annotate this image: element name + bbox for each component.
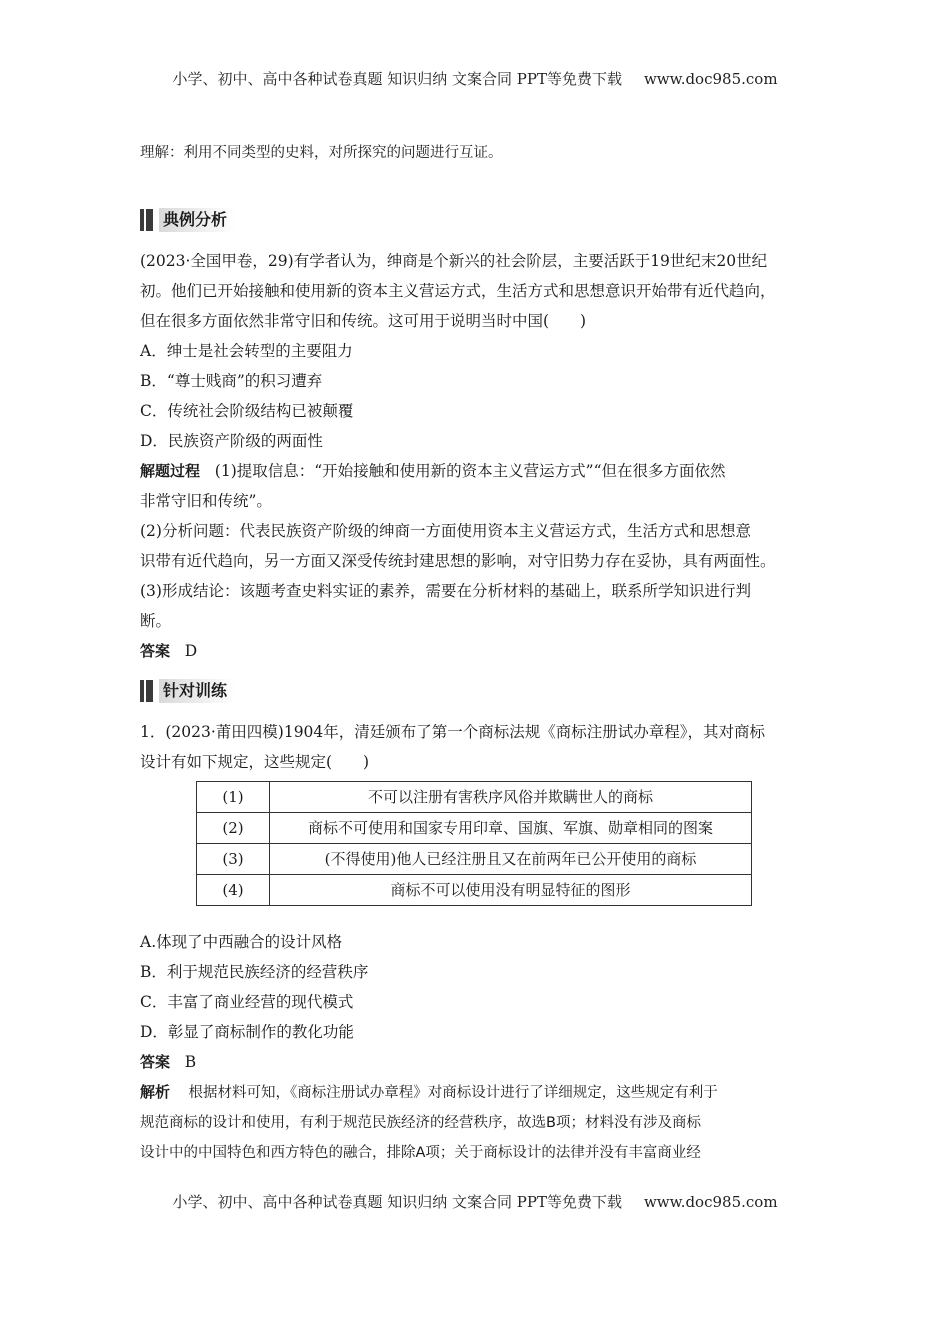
practice-question (140, 717, 820, 777)
heading-marker-icon (140, 680, 153, 702)
page-footer (0, 1191, 950, 1212)
analysis-text: 根据材料可知，《商标注册试办章程》对商标设计进行了详细规定，这些规定有利于 (188, 1085, 718, 1101)
section-title: 针对训练 (159, 679, 235, 703)
rules-table-wrap (140, 781, 820, 906)
process-line: 非常守旧和传统”。 (140, 492, 272, 510)
option-c: C．丰富了商业经营的现代模式 (140, 993, 354, 1011)
option-d: D．民族资产阶级的两面性 (140, 432, 323, 450)
option-d: D．彰显了商标制作的教化功能 (140, 1023, 354, 1041)
section-title: 典例分析 (159, 208, 235, 232)
table-row (197, 782, 752, 813)
answer-value: D (184, 642, 198, 660)
table-cell-num: (3) (197, 844, 270, 875)
process-line: (2)分析问题：代表民族资产阶级的绅商一方面使用资本主义营运方式，生活方式和思想意 (140, 522, 751, 540)
question-line: 但在很多方面依然非常守旧和传统。这可用于说明当时中国( ) (140, 312, 587, 330)
question-line: (2023·全国甲卷，29)有学者认为，绅商是个新兴的社会阶层，主要活跃于19世纪末20世纪 (140, 252, 768, 270)
option-a: A.体现了中西融合的设计风格 (140, 933, 343, 951)
section-practice (140, 677, 820, 705)
header-url[interactable]: www.doc985.com (643, 70, 778, 88)
table-cell-num: (1) (197, 782, 270, 813)
practice-body (140, 927, 820, 1168)
question-line: 初。他们已开始接触和使用新的资本主义营运方式，生活方式和思想意识开始带有近代趋向， (140, 282, 776, 300)
answer-line (140, 636, 820, 666)
answer-label: 答案 (140, 1053, 171, 1071)
answer-line (140, 1047, 820, 1077)
table-cell-text: 商标不可以使用没有明显特征的图形 (270, 875, 752, 906)
process-label: 解题过程 (140, 462, 201, 480)
section-example (140, 206, 820, 234)
option-b: B．利于规范民族经济的经营秩序 (140, 963, 369, 981)
option-a: A．绅士是社会转型的主要阻力 (140, 342, 353, 360)
process-line (140, 456, 820, 486)
header-text: 小学、初中、高中各种试卷真题 知识归纳 文案合同 PPT等免费下载 (172, 70, 622, 88)
process-line: 断。 (140, 612, 172, 630)
section-heading (140, 677, 820, 705)
table-cell-text: 不可以注册有害秩序风俗并欺瞒世人的商标 (270, 782, 752, 813)
table-row (197, 875, 752, 906)
table-row (197, 844, 752, 875)
heading-marker-icon (140, 209, 153, 231)
answer-value: B (184, 1053, 197, 1071)
process-text: (1)提取信息：“开始接触和使用新的资本主义营运方式”“但在很多方面依然 (214, 462, 726, 480)
question-line: 设计有如下规定，这些规定( ) (140, 753, 370, 771)
question-line: 1．(2023·莆田四模)1904年，清廷颁布了第一个商标法规《商标注册试办章程》，其对商标 (140, 723, 766, 741)
footer-text: 小学、初中、高中各种试卷真题 知识归纳 文案合同 PPT等免费下载 (172, 1193, 622, 1211)
table-cell-num: (4) (197, 875, 270, 906)
option-b: B．“尊士贱商”的积习遭弃 (140, 372, 323, 390)
table-cell-text: 商标不可使用和国家专用印章、国旗、军旗、勋章相同的图案 (270, 813, 752, 844)
option-c: C．传统社会阶级结构已被颠覆 (140, 402, 354, 420)
example-body (140, 246, 820, 666)
table-cell-num: (2) (197, 813, 270, 844)
analysis-line (140, 1077, 820, 1108)
analysis-line: 设计中的中国特色和西方特色的融合，排除A项；关于商标设计的法律并没有丰富商业经 (140, 1145, 701, 1161)
process-line: (3)形成结论：该题考查史料实证的素养，需要在分析材料的基础上，联系所学知识进行判 (140, 582, 751, 600)
intro-text: 理解：利用不同类型的史料，对所探究的问题进行互证。 (140, 145, 503, 161)
page-header (0, 68, 950, 89)
analysis-label: 解析 (140, 1083, 171, 1101)
table-row (197, 813, 752, 844)
process-line: 识带有近代趋向，另一方面又深受传统封建思想的影响，对守旧势力存在妥协，具有两面性。 (140, 552, 776, 570)
rules-table (196, 781, 752, 906)
analysis-line: 规范商标的设计和使用，有利于规范民族经济的经营秩序，故选B项；材料没有涉及商标 (140, 1115, 701, 1131)
section-heading (140, 206, 820, 234)
table-cell-text: (不得使用)他人已经注册且又在前两年已公开使用的商标 (270, 844, 752, 875)
intro (140, 138, 820, 168)
footer-url[interactable]: www.doc985.com (643, 1193, 778, 1211)
answer-label: 答案 (140, 642, 171, 660)
